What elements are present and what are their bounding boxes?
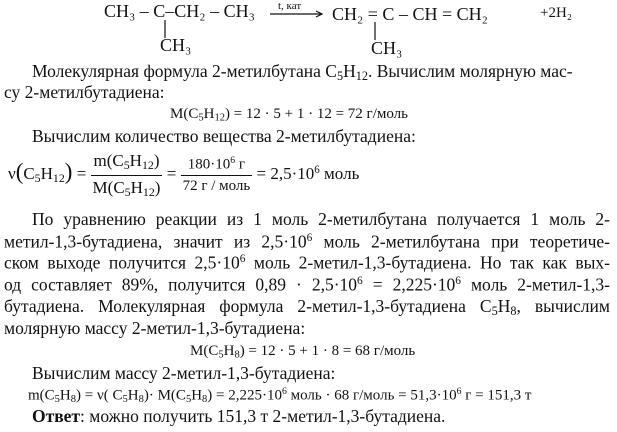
text-line: Молекулярная формула 2-метилбутана $C_5H_{12}$. Вычислим молярную мас- — [32, 61, 573, 84]
text-line: су 2-метилбутадиена: — [4, 82, 165, 102]
product-hydrogen: +2H₂ — [540, 5, 573, 21]
formula-molar-mass-c5h12: $M(C_5H_{12}) = 12 \cdot 5 + 1 \cdot 12 = 72$ г/моль — [170, 106, 408, 124]
text-line: По уравнению реакции из 1 моль 2-метилбутана получается 1 моль 2- — [32, 209, 610, 229]
text-line: молярную массу 2-метил-1,3-бутадиена: — [4, 318, 306, 338]
reaction-condition: t, кат — [278, 0, 302, 12]
numeric-fraction: $\frac{180\cdot 10^6 г}{\text{72 г / моль}}$ — [182, 154, 251, 195]
reactant-branch-ch3: CH₃ — [160, 35, 192, 55]
reactant-formula: CH₃ – C–CH₂ – CH₃ — [104, 1, 255, 21]
text-line: Вычислим количество вещества 2-метилбутадиена: — [32, 126, 416, 146]
answer-text: : можно получить 151,3 т 2-метил-1,3-бутадиена. — [80, 406, 446, 426]
reaction-bonds — [0, 0, 617, 60]
formula-mass-calculation: $m(C_5H_8) = \nu$( $C_5H_8)\cdot M(C_5H_8) = 2,225\cdot 10^6$ моль · 68 г/моль = $51,3\cdot 10^6$ г = 151,3 т — [28, 386, 532, 405]
text-line: метил-1,3-бутадиена, значит из $2,5\cdot 10^6$ моль 2-метилбутана при теоретиче- — [4, 231, 611, 252]
answer-line — [32, 408, 445, 426]
product-branch-ch3: CH₃ — [371, 38, 403, 58]
mass-over-molar-mass: $\frac{m(C_5H_{12})}{M(C_5H_{12})}$ — [92, 151, 161, 199]
answer-label: Ответ — [32, 406, 81, 426]
text-line: од составляет 89%, получится $0,89 \cdot 2,5\cdot 10^6 = 2,225\cdot 10^6$ моль 2-метил-1,3- — [4, 274, 610, 295]
text-line: бутадиена. Молекулярная формула 2-метил-1,3-бутадиена $C_5H_8$, вычислим — [4, 296, 610, 319]
text-line: Вычислим массу 2-метил-1,3-бутадиена: — [32, 363, 336, 383]
product-formula: CH₂ = C – CH = CH₂ — [332, 4, 488, 24]
formula-molar-mass-c5h8: $M(C_5H_8) = 12 \cdot 5 + 1 \cdot 8 = 68$ г/моль — [190, 343, 416, 361]
amount-equation: $\nu(C_5H_{12})$ = $\frac{m(C_5H_{12})}{M(C_5H_{12})}$ = $\frac{180\cdot 10^6 г}{\text{72 г / моль}}$ = $2,5\cdot 10^6$ моль — [8, 151, 360, 199]
text-line: ском выходе получится $2,5\cdot 10^6$ моль 2-метил-1,3-бутадиена. Но так как вых- — [4, 252, 610, 273]
